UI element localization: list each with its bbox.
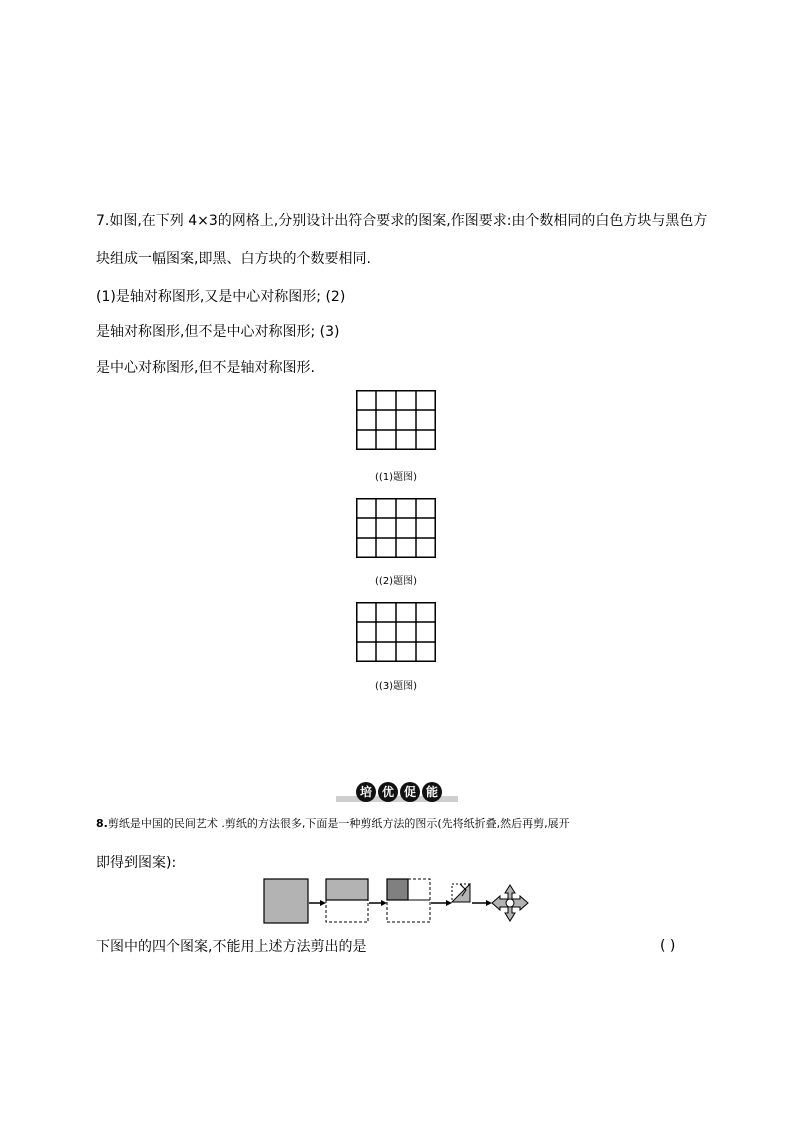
grid-2-caption: ((2)题图) (375, 576, 417, 587)
answer-blank[interactable]: ( ) (660, 938, 676, 954)
paper-cutting-diagram (262, 876, 532, 926)
grid-4x3-2[interactable] (356, 498, 436, 558)
q8-line-2: 即得到图案): (96, 855, 177, 871)
q7-line-2: 块组成一幅图案,即黑、白方块的个数要相同. (96, 251, 371, 267)
banner-char-1: 培 (356, 782, 376, 802)
q7-line-1: 7.如图,在下列 4×3的网格上,分别设计出符合要求的图案,作图要求:由个数相同的白色方块与黑色方 (96, 213, 708, 229)
grid-4x3-3[interactable] (356, 602, 436, 662)
banner-char-4: 能 (422, 782, 442, 802)
q8-line-3: 下图中的四个图案,不能用上述方法剪出的是 (96, 939, 367, 955)
section-banner (336, 780, 458, 804)
banner-char-3: 促 (400, 782, 420, 802)
q7-line-3: (1)是轴对称图形,又是中心对称图形; (2) (96, 289, 346, 305)
q8-number: 8. (96, 817, 108, 830)
q8-line-1-text: 剪纸是中国的民间艺术 .剪纸的方法很多,下面是一种剪纸方法的图示(先将纸折叠,然后再剪,展开 (107, 817, 570, 830)
q8-line-1 (96, 815, 570, 831)
grid-4x3-1[interactable] (356, 390, 436, 450)
banner-char-2: 优 (378, 782, 398, 802)
grid-1-caption: ((1)题图) (375, 472, 417, 483)
q7-line-4: 是轴对称图形,但不是中心对称图形; (3) (96, 324, 340, 340)
q7-line-5: 是中心对称图形,但不是轴对称图形. (96, 360, 315, 376)
grid-3-caption: ((3)题图) (375, 681, 417, 692)
